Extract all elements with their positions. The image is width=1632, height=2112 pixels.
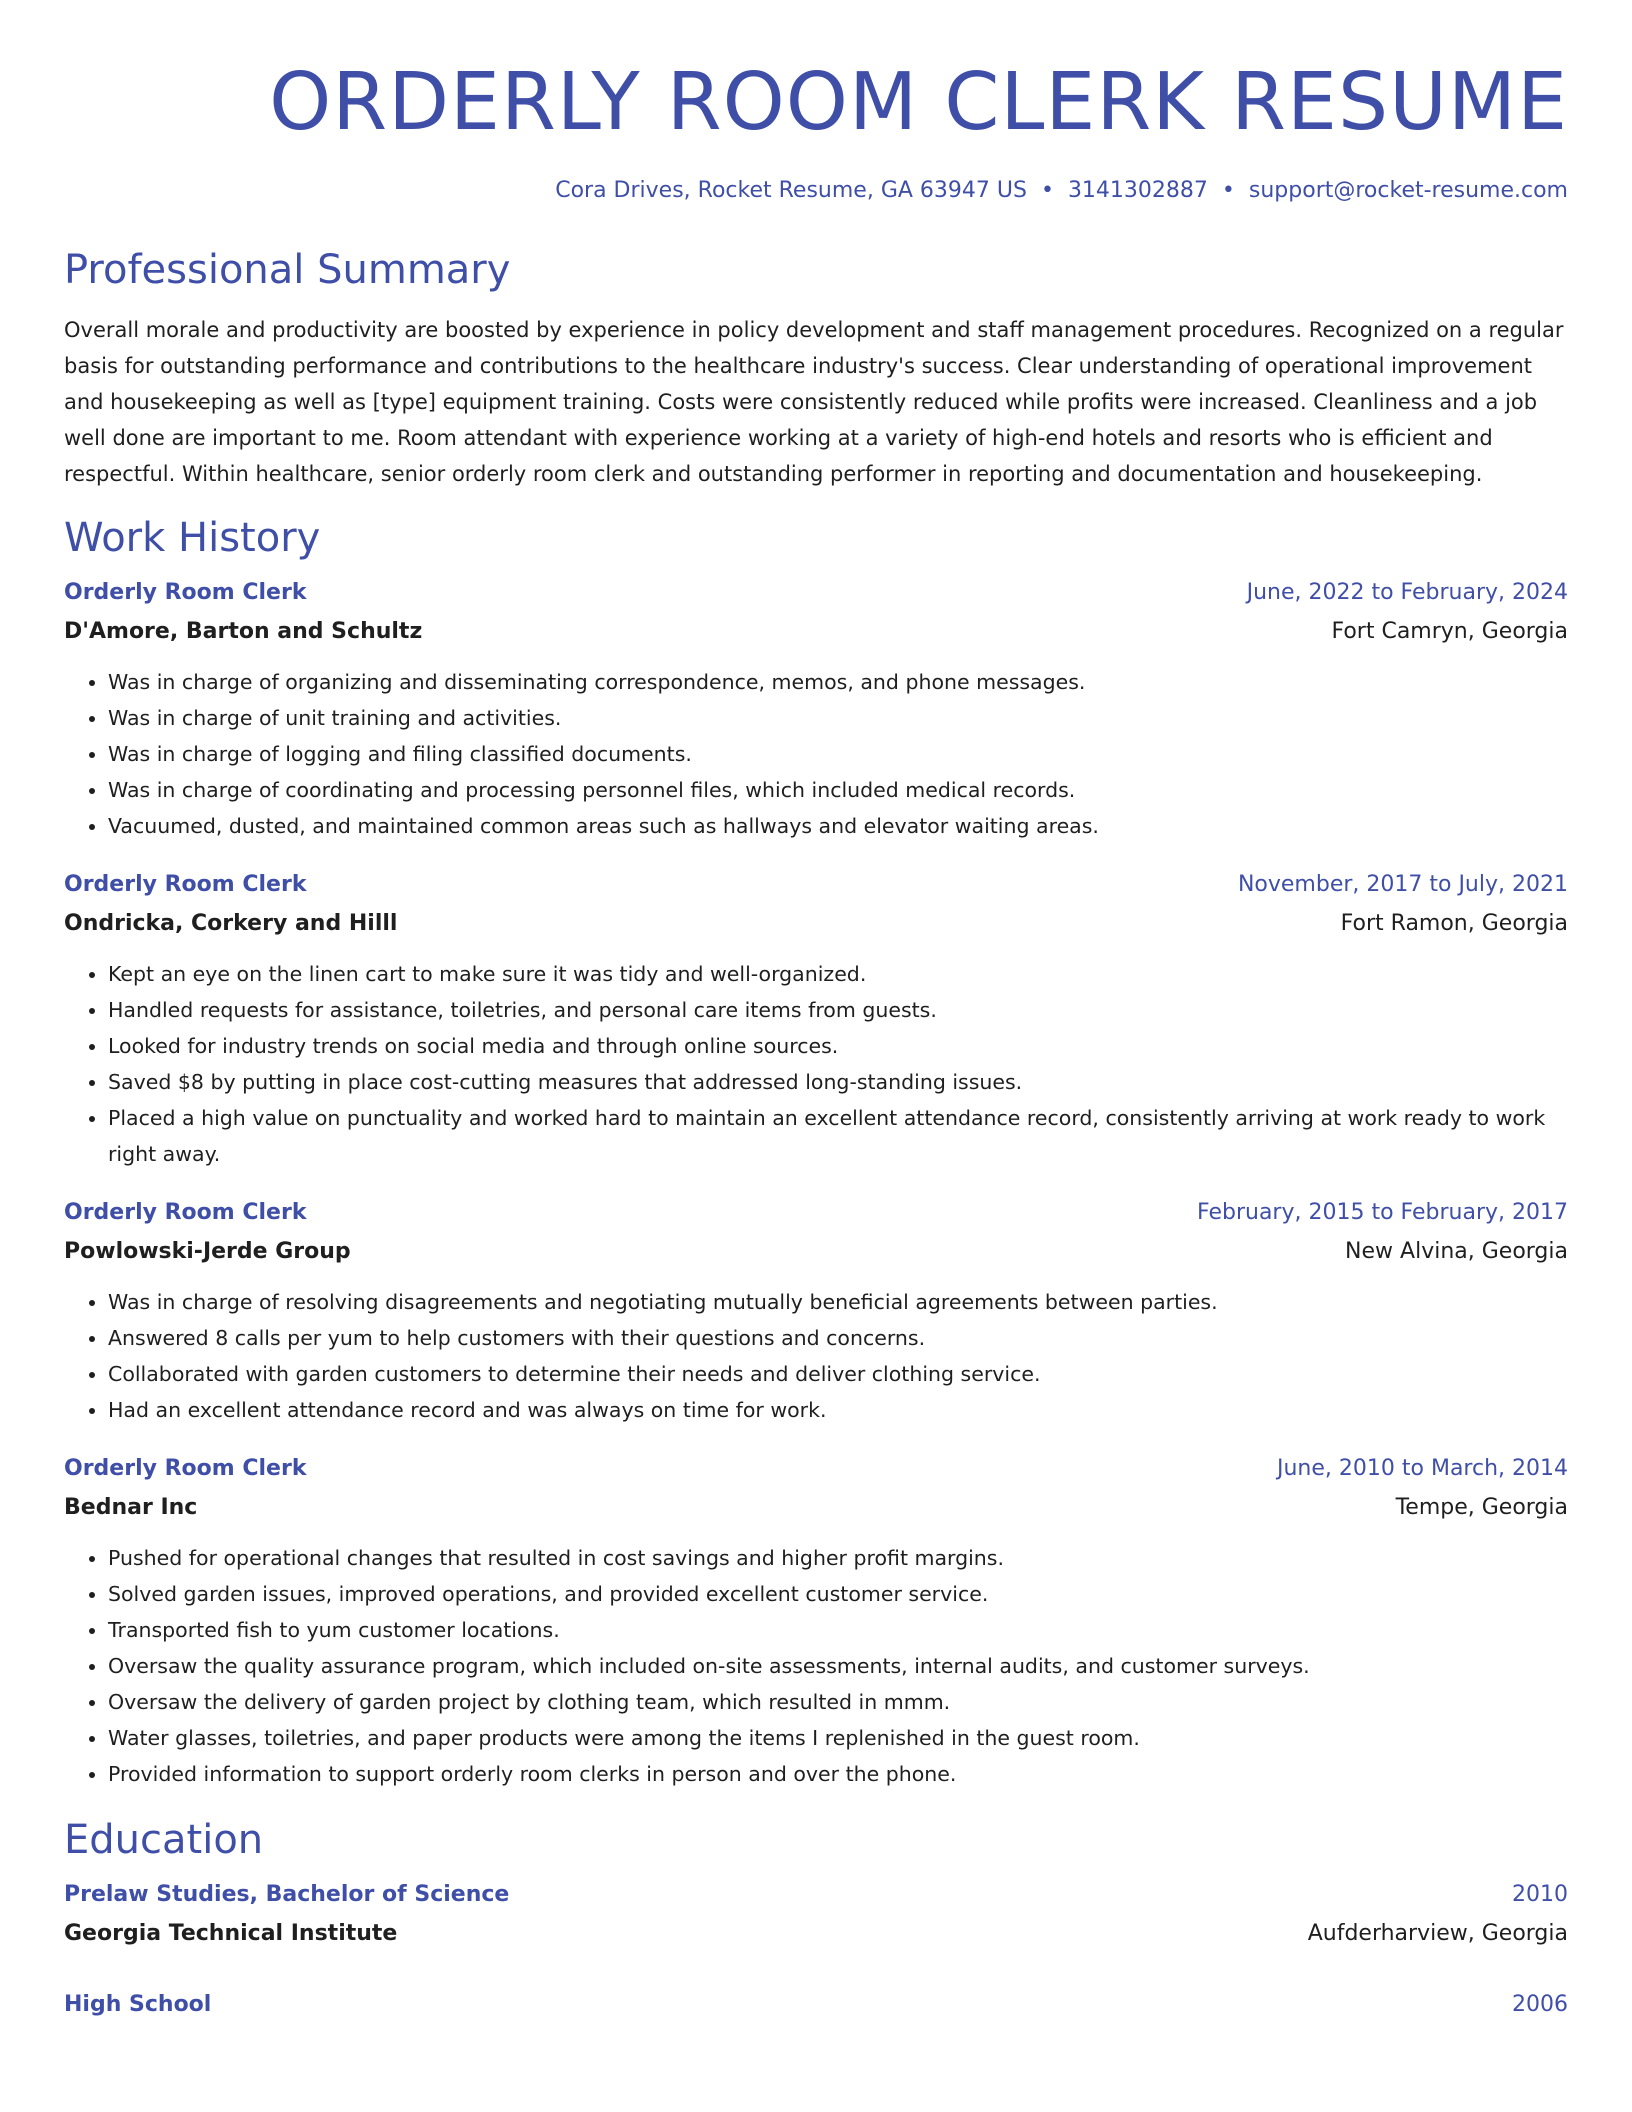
education-location: Aufderharview, Georgia bbox=[1307, 1921, 1568, 1946]
contact-separator: • bbox=[1040, 178, 1054, 203]
education-year: 2006 bbox=[1512, 1992, 1568, 2017]
job-bullets bbox=[64, 1540, 1568, 1792]
job-header-row bbox=[64, 574, 1568, 612]
job-bullets bbox=[64, 956, 1568, 1172]
job-employer-row bbox=[64, 1232, 1568, 1272]
job-bullet: • Collaborated with garden customers to determine their needs and deliver clothing service. bbox=[108, 1356, 1568, 1392]
education-school: Georgia Technical Institute bbox=[64, 1921, 398, 1946]
job-bullet: • Looked for industry trends on social media and through online sources. bbox=[108, 1028, 1568, 1064]
job-location: Fort Camryn, Georgia bbox=[1331, 619, 1568, 644]
job-employer-row bbox=[64, 1488, 1568, 1528]
contact-phone: 3141302887 bbox=[1067, 178, 1208, 203]
job-bullet: • Was in charge of resolving disagreements and negotiating mutually beneficial agreements between parties. bbox=[108, 1284, 1568, 1320]
job-bullet: • Was in charge of logging and filing classified documents. bbox=[108, 736, 1568, 772]
job-title: Orderly Room Clerk bbox=[64, 1456, 307, 1481]
education-entry bbox=[64, 1876, 1568, 1954]
education-header-row bbox=[64, 1986, 1568, 2024]
contact-address: Cora Drives, Rocket Resume, GA 63947 US bbox=[555, 178, 1027, 203]
job-employer-row bbox=[64, 904, 1568, 944]
job-bullet: • Was in charge of unit training and activities. bbox=[108, 700, 1568, 736]
job-bullet: • Was in charge of organizing and disseminating correspondence, memos, and phone messages. bbox=[108, 664, 1568, 700]
job-entry bbox=[64, 1194, 1568, 1428]
job-entry bbox=[64, 866, 1568, 1172]
job-dates: February, 2015 to February, 2017 bbox=[1197, 1200, 1568, 1225]
education-header-row bbox=[64, 1876, 1568, 1914]
resume-title: ORDERLY ROOM CLERK RESUME bbox=[269, 56, 1568, 148]
job-bullet: • Solved garden issues, improved operations, and provided excellent customer service. bbox=[108, 1576, 1568, 1612]
job-employer-row bbox=[64, 612, 1568, 652]
job-bullet: • Vacuumed, dusted, and maintained common areas such as hallways and elevator waiting areas. bbox=[108, 808, 1568, 844]
summary-text: Overall morale and productivity are boosted by experience in policy development and staff management procedures. Recognized on a regular basis for outstanding performance and contributions to the healthcare industry's success. Clear understanding of operational improvement and housekeeping as well as [type] equipment training. Costs were consistently reduced while profits were increased. Cleanliness and a job well done are important to me. Room attendant with experience working at a variety of high-end hotels and resorts who is efficient and respectful. Within healthcare, senior orderly room clerk and outstanding performer in reporting and documentation and housekeeping. bbox=[64, 318, 1564, 486]
job-dates: June, 2022 to February, 2024 bbox=[1246, 580, 1568, 605]
education-degree: Prelaw Studies, Bachelor of Science bbox=[64, 1882, 510, 1907]
job-header-row bbox=[64, 866, 1568, 904]
job-entry bbox=[64, 574, 1568, 844]
job-bullet: • Transported fish to yum customer locations. bbox=[108, 1612, 1568, 1648]
job-bullet: • Kept an eye on the linen cart to make sure it was tidy and well-organized. bbox=[108, 956, 1568, 992]
job-dates: June, 2010 to March, 2014 bbox=[1277, 1456, 1568, 1481]
contact-email: support@rocket-resume.com bbox=[1248, 178, 1568, 203]
contact-line bbox=[64, 176, 1568, 206]
job-bullet: • Pushed for operational changes that resulted in cost savings and higher profit margins. bbox=[108, 1540, 1568, 1576]
job-bullet: • Placed a high value on punctuality and worked hard to maintain an excellent attendance record, consistently arriving at work ready to work right away. bbox=[108, 1100, 1568, 1172]
job-bullet: • Saved $8 by putting in place cost-cutting measures that addressed long-standing issues. bbox=[108, 1064, 1568, 1100]
job-bullet: • Was in charge of coordinating and processing personnel files, which included medical records. bbox=[108, 772, 1568, 808]
job-employer: Ondricka, Corkery and Hilll bbox=[64, 911, 398, 936]
job-bullet: • Oversaw the delivery of garden project by clothing team, which resulted in mmm. bbox=[108, 1684, 1568, 1720]
job-bullet: • Water glasses, toiletries, and paper products were among the items I replenished in the guest room. bbox=[108, 1720, 1568, 1756]
job-location: Tempe, Georgia bbox=[1395, 1495, 1568, 1520]
job-bullets bbox=[64, 1284, 1568, 1428]
education-degree: High School bbox=[64, 1992, 212, 2017]
job-employer: Bednar Inc bbox=[64, 1495, 198, 1520]
job-bullet: • Had an excellent attendance record and was always on time for work. bbox=[108, 1392, 1568, 1428]
education-school-row bbox=[64, 1914, 1568, 1954]
job-dates: November, 2017 to July, 2021 bbox=[1237, 872, 1568, 897]
job-bullet: • Handled requests for assistance, toiletries, and personal care items from guests. bbox=[108, 992, 1568, 1028]
job-title: Orderly Room Clerk bbox=[64, 872, 307, 897]
education-entry bbox=[64, 1986, 1568, 2024]
job-header-row bbox=[64, 1450, 1568, 1488]
job-header-row bbox=[64, 1194, 1568, 1232]
job-bullet: • Oversaw the quality assurance program, which included on-site assessments, internal audits, and customer surveys. bbox=[108, 1648, 1568, 1684]
job-employer: D'Amore, Barton and Schultz bbox=[64, 619, 423, 644]
work-history-heading: Work History bbox=[64, 515, 321, 561]
job-bullet: • Answered 8 calls per yum to help customers with their questions and concerns. bbox=[108, 1320, 1568, 1356]
job-entry bbox=[64, 1450, 1568, 1792]
job-location: Fort Ramon, Georgia bbox=[1340, 911, 1568, 936]
job-title: Orderly Room Clerk bbox=[64, 1200, 307, 1225]
job-location: New Alvina, Georgia bbox=[1345, 1239, 1568, 1264]
job-bullets bbox=[64, 664, 1568, 844]
education-year: 2010 bbox=[1512, 1882, 1568, 1907]
summary-heading: Professional Summary bbox=[64, 247, 511, 293]
job-bullet: • Provided information to support orderly room clerks in person and over the phone. bbox=[108, 1756, 1568, 1792]
job-employer: Powlowski-Jerde Group bbox=[64, 1239, 351, 1264]
contact-separator: • bbox=[1221, 178, 1235, 203]
job-title: Orderly Room Clerk bbox=[64, 580, 307, 605]
education-heading: Education bbox=[64, 1817, 264, 1863]
